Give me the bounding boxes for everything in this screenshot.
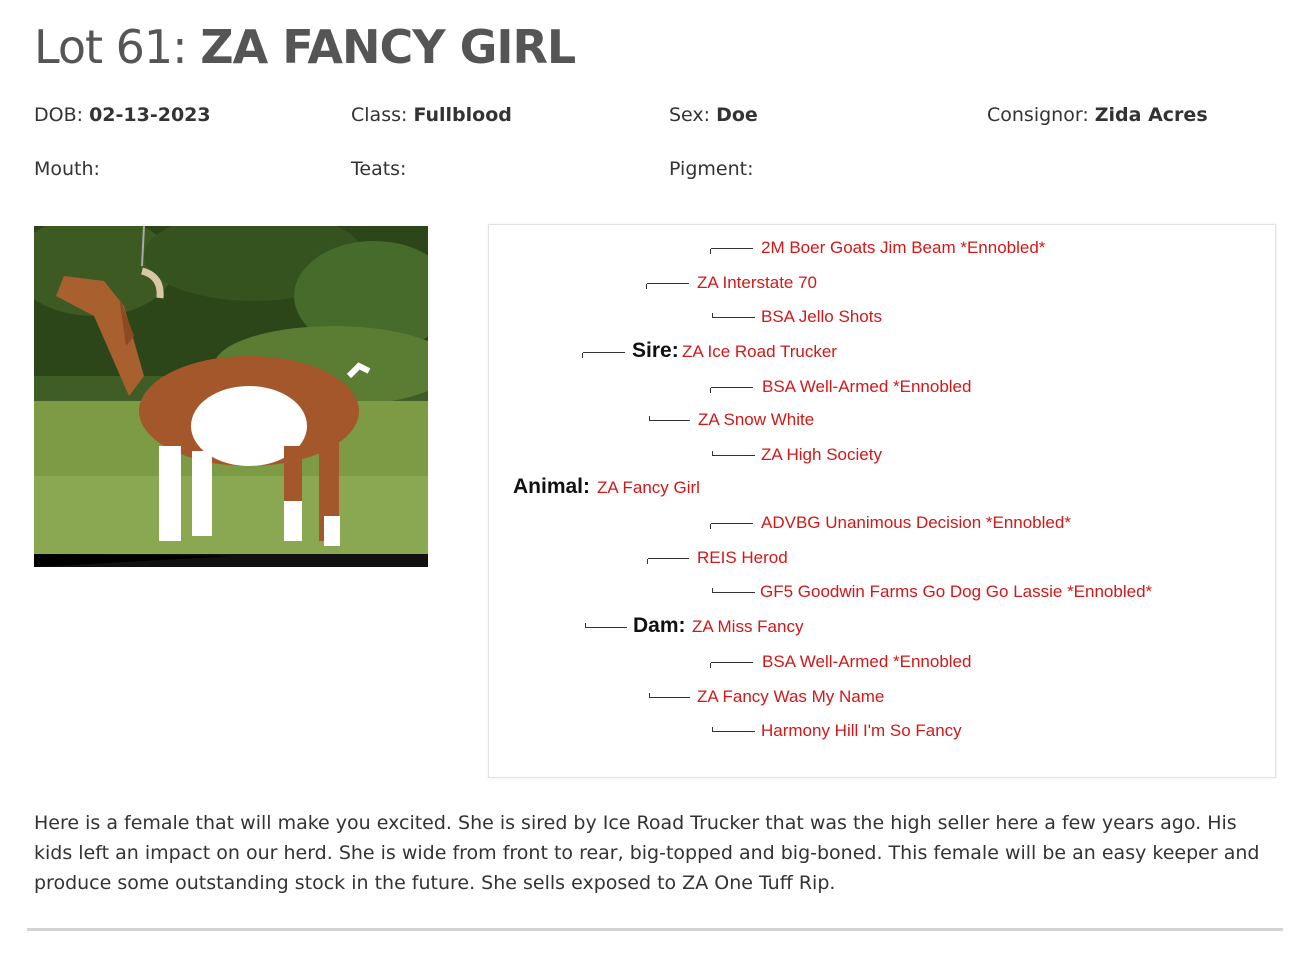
connector-line [713,592,755,593]
dob-label: DOB: [34,104,84,126]
pedigree-link-sire-sire-sire[interactable]: 2M Boer Goats Jim Beam *Ennobled* [761,238,1046,257]
animal-name-heading: ZA FANCY GIRL [200,20,576,74]
pedigree-link-sire[interactable]: ZA Ice Road Trucker [682,342,837,361]
consignor-label: Consignor: [987,104,1089,126]
lot-title [34,18,575,76]
connector-line [711,662,753,663]
connector-line [713,455,755,456]
consignor-field [987,103,1208,127]
pedigree-link-dam-dam-sire[interactable]: BSA Well-Armed *Ennobled [762,652,972,671]
pedigree-link-dam-sire[interactable]: REIS Herod [697,548,788,567]
mouth-label: Mouth: [34,158,100,180]
class-value: Fullblood [413,104,512,126]
connector-line [647,283,689,284]
pedigree-link-dam-sire-dam[interactable]: GF5 Goodwin Farms Go Dog Go Lassie *Ennobled* [760,582,1153,601]
pedigree-chart [488,224,1276,778]
class-label: Class: [351,104,408,126]
connector-line [648,558,689,559]
sex-value: Doe [716,104,758,126]
pedigree-link-animal[interactable]: ZA Fancy Girl [597,478,700,497]
sex-label: Sex: [669,104,711,126]
pedigree-link-sire-dam-dam[interactable]: ZA High Society [761,445,882,464]
connector-line [586,627,627,628]
goat-illustration [34,226,428,567]
consignor-value: Zida Acres [1094,104,1208,126]
pedigree-link-dam-dam[interactable]: ZA Fancy Was My Name [697,687,885,706]
pedigree-link-sire-sire[interactable]: ZA Interstate 70 [697,273,818,292]
connector-line [711,523,753,524]
dam-label: Dam: [633,614,686,637]
pedigree-link-sire-dam[interactable]: ZA Snow White [698,410,815,429]
pedigree-link-dam-dam-dam[interactable]: Harmony Hill I'm So Fancy [761,721,962,740]
lot-description: Here is a female that will make you excited. She is sired by Ice Road Trucker that was the high seller here a few years ago. His kids left an impact on our herd. She is wide from front to rear, big-topped and big-boned. This female will be an easy keeper and produce some outstanding stock in the future. She sells exposed to ZA One Tuff Rip. [34,812,1260,894]
pedigree-link-sire-sire-dam[interactable]: BSA Jello Shots [761,307,882,326]
sire-label: Sire: [632,339,679,362]
connector-line [711,387,753,388]
pedigree-link-sire-dam-sire[interactable]: BSA Well-Armed *Ennobled [762,377,972,396]
pigment-label: Pigment: [669,158,754,180]
connector-line [650,697,690,698]
connector-line [713,731,755,732]
dob-value: 02-13-2023 [89,104,211,126]
goat-photo[interactable] [34,226,428,567]
section-divider [27,928,1283,931]
connector-line [583,352,625,353]
connector-line [711,248,753,249]
teats-field [351,157,406,181]
pedigree-link-dam[interactable]: ZA Miss Fancy [692,617,804,636]
animal-label: Animal: [513,475,591,498]
sex-field [669,103,758,127]
connector-line [650,420,690,421]
teats-label: Teats: [351,158,407,180]
connector-line [713,317,755,318]
pigment-field [669,157,753,181]
class-field [351,103,512,127]
lot-number: Lot 61: [34,20,187,74]
pedigree-link-dam-sire-sire[interactable]: ADVBG Unanimous Decision *Ennobled* [761,513,1071,532]
mouth-field [34,157,100,181]
dob-field [34,103,211,127]
